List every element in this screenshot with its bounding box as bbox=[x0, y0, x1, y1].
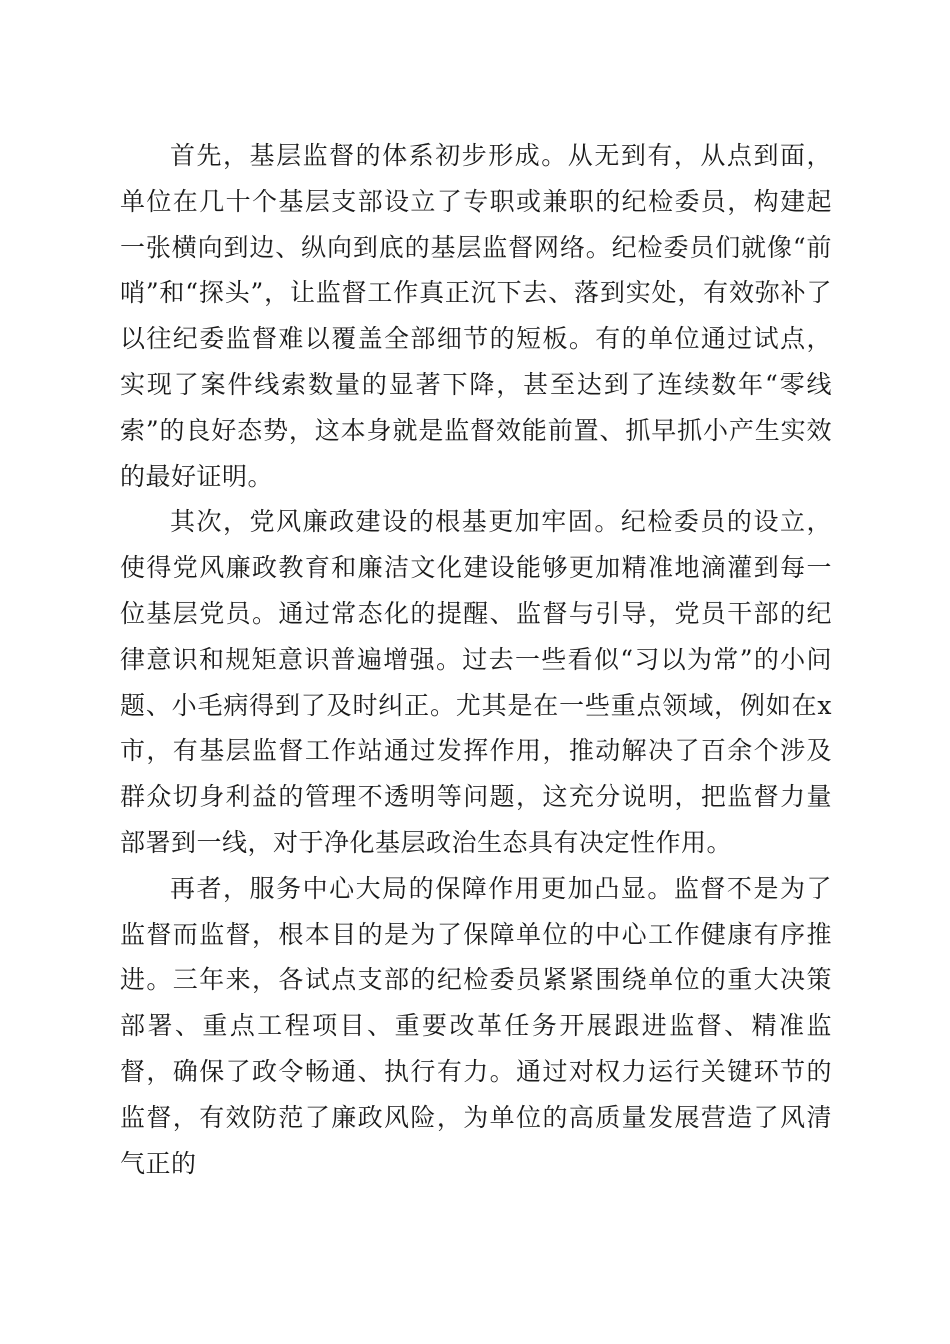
document-body bbox=[120, 133, 832, 1186]
paragraph-service-guarantee: 再者，服务中心大局的保障作用更加凸显。监督不是为了监督而监督，根本目的是为了保障单位的中心工作健康有序推进。三年来，各试点支部的纪检委员紧紧围绕单位的重大决策部署、重点工程项目、重要改革任务开展跟进监督、精准监督，确保了政令畅通、执行有力。通过对权力运行关键环节的监督，有效防范了廉政风险，为单位的高质量发展营造了风清气正的 bbox=[120, 873, 832, 1178]
paragraph-integrity-foundation: 其次，党风廉政建设的根基更加牢固。纪检委员的设立，使得党风廉政教育和廉洁文化建设能够更加精准地滴灌到每一位基层党员。通过常态化的提醒、监督与引导，党员干部的纪律意识和规矩意识普遍增强。过去一些看似“习以为常”的小问题、小毛病得到了及时纠正。尤其是在一些重点领域，例如在x市，有基层监督工作站通过发挥作用，推动解决了百余个涉及群众切身利益的管理不透明等问题，这充分说明，把监督力量部署到一线，对于净化基层政治生态具有决定性作用。 bbox=[120, 507, 832, 857]
paragraph-system-formed: 首先，基层监督的体系初步形成。从无到有，从点到面，单位在几十个基层支部设立了专职或兼职的纪检委员，构建起一张横向到边、纵向到底的基层监督网络。纪检委员们就像“前哨”和“探头”，让监督工作真正沉下去、落到实处，有效弥补了以往纪委监督难以覆盖全部细节的短板。有的单位通过试点，实现了案件线索数量的显著下降，甚至达到了连续数年“零线索”的良好态势，这本身就是监督效能前置、抓早抓小产生实效的最好证明。 bbox=[120, 141, 832, 491]
